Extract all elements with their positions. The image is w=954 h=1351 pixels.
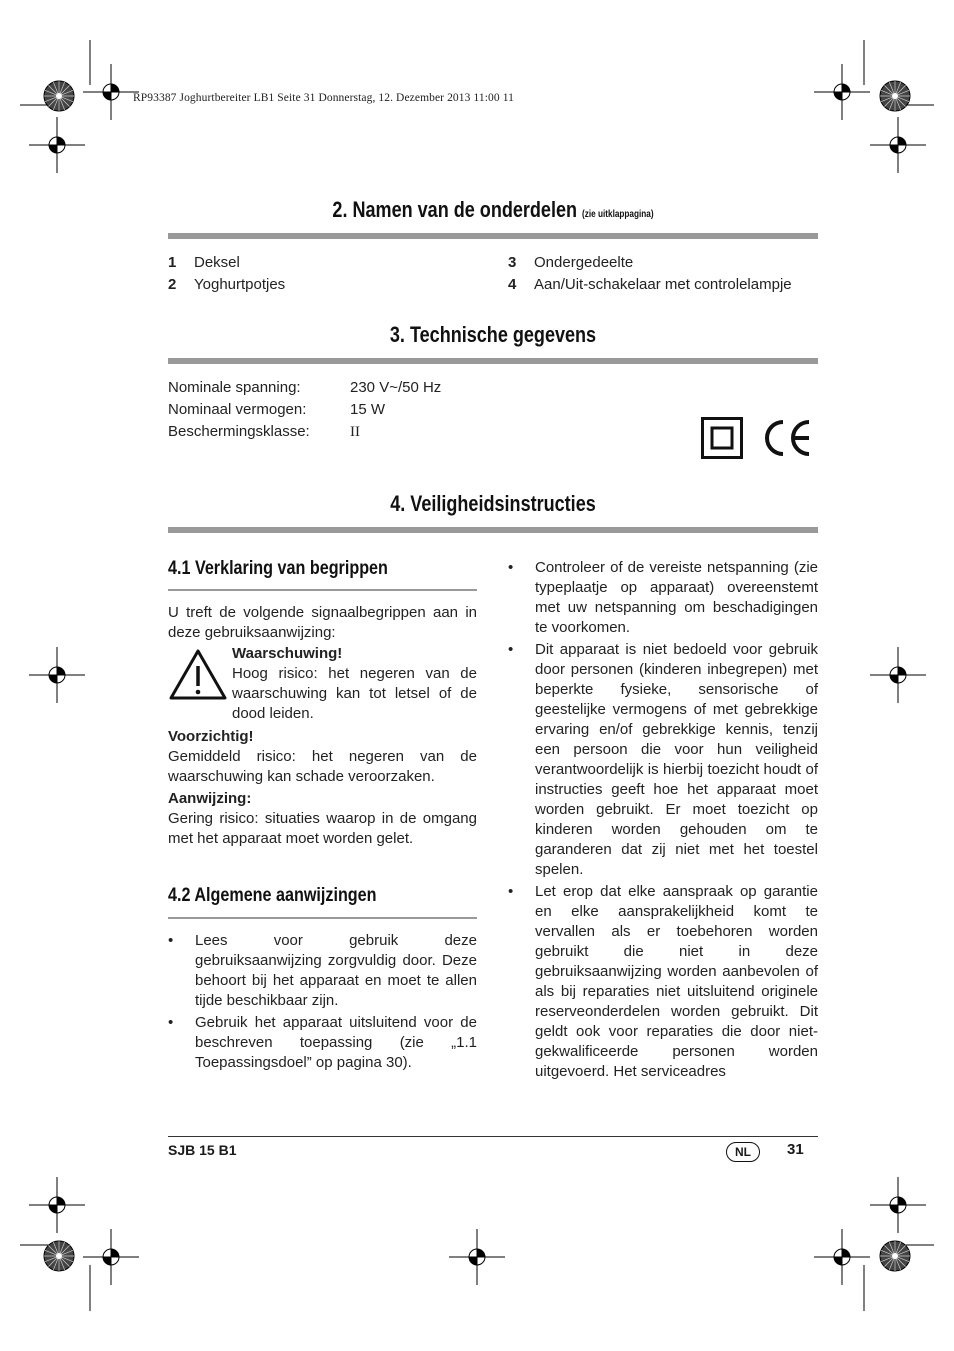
section-4-title: 4. Veiligheidsinstructies — [390, 491, 596, 516]
part-item: 3 Ondergedeelte — [508, 254, 634, 271]
left-column — [168, 603, 477, 849]
list-item: • Controleer of de vereiste netspanning (zie typeplaatje op apparaat) overeenstemt met uw netspanning om beschadigingen te voorkomen. — [508, 559, 818, 636]
list-item: • Gebruik het apparaat uitsluitend voor de beschreven toepassing (zie „1.1 Toepassingsdoel” op pagina 30). — [168, 1014, 477, 1071]
footer-page-number: 31 — [787, 1141, 804, 1158]
section-3-rule — [168, 358, 818, 364]
caution-text: Gemiddeld risico: het negeren van de waarschuwing kan schade veroorzaken. — [168, 748, 477, 785]
section-2-title-note: (zie uitklappagina) — [582, 209, 654, 220]
warning-block — [168, 644, 477, 725]
note-title: Aanwijzing: — [168, 790, 252, 807]
print-header-meta: RP93387 Joghurtbereiter LB1 Seite 31 Donnerstag, 12. Dezember 2013 11:00 11 — [133, 92, 514, 104]
parts-list-right — [508, 253, 792, 295]
footer-lang-badge — [726, 1142, 760, 1162]
section-3-title: 3. Technische gegevens — [389, 322, 597, 347]
intro-text: U treft de volgende signaalbegrippen aan in deze gebruiksaanwijzing: — [168, 604, 477, 641]
part-item: 4 Aan/Uit-schakelaar met controlelampje — [508, 276, 792, 293]
parts-list-left — [168, 253, 285, 295]
subsection-4-2-rule — [168, 917, 477, 919]
spec-row: Nominaal vermogen: 15 W — [168, 401, 386, 418]
section-2-title-text: 2. Namen van de onderdelen — [332, 197, 578, 222]
footer-model: SJB 15 B1 — [168, 1142, 237, 1158]
part-item: 2 Yoghurtpotjes — [168, 276, 286, 293]
note-text: Gering risico: situaties waarop in de omgang met het apparaat moet worden gelet. — [168, 810, 477, 847]
subsection-4-1-title: 4.1 Verklaring van begrippen — [168, 558, 388, 579]
ce-mark-icon — [763, 418, 815, 458]
caution-title: Voorzichtig! — [168, 728, 254, 745]
right-bullet-list — [508, 558, 818, 1082]
footer-rule — [168, 1136, 818, 1137]
list-item: • Lees voor gebruik deze gebruiksaanwijzing zorgvuldig door. Deze behoort bij het apparaat en moet te allen tijde beschikbaar zijn. — [168, 932, 477, 1009]
part-item: 1 Deksel — [168, 254, 240, 271]
spec-row: Nominale spanning: 230 V~/50 Hz — [168, 379, 442, 396]
protection-class-ii-icon — [701, 417, 743, 459]
section-2-title — [227, 197, 760, 223]
subsection-4-2-title: 4.2 Algemene aanwijzingen — [168, 885, 377, 906]
spec-row: Beschermingsklasse: II — [168, 423, 360, 440]
list-item: • Dit apparaat is niet bedoeld voor gebruik door personen (kinderen inbegrepen) met beperkte fysieke, sensorische of geestelijke vermogens of met gebrekkige ervaring en/of gebrekkige kennis, tenzij een persoon die voor hun veiligheid verantwoordelijk is hierbij toezicht houdt of instructies geeft hoe het apparaat moet worden gebruikt. Er moet toezicht op kinderen worden gehouden om te garanderen dat zij niet met het toestel spelen. — [508, 641, 818, 878]
spec-table — [168, 378, 441, 442]
subsection-4-1-rule — [168, 589, 477, 591]
list-item: • Let erop dat elke aanspraak op garantie en elke aansprakelijkheid komt te vervallen als er toebehoren worden gebruikt die niet in deze gebruiksaanwijzing worden aanbevolen of als bij reparaties niet uitsluitend originele reserveonderdelen worden gebruikt. Dit geldt ook voor reparaties die door niet-gekwalificeerde personen worden uitgevoerd. Het serviceadres — [508, 883, 818, 1080]
warning-text: Hoog risico: het negeren van de waarschuwing kan tot letsel of de dood leiden. — [232, 665, 477, 722]
section-4-rule — [168, 527, 818, 533]
footer-lang: NL — [735, 1145, 751, 1159]
warning-triangle-icon — [168, 648, 228, 702]
warning-title: Waarschuwing! — [232, 645, 343, 662]
left-bullet-list — [168, 931, 477, 1073]
section-2-rule — [168, 233, 818, 239]
